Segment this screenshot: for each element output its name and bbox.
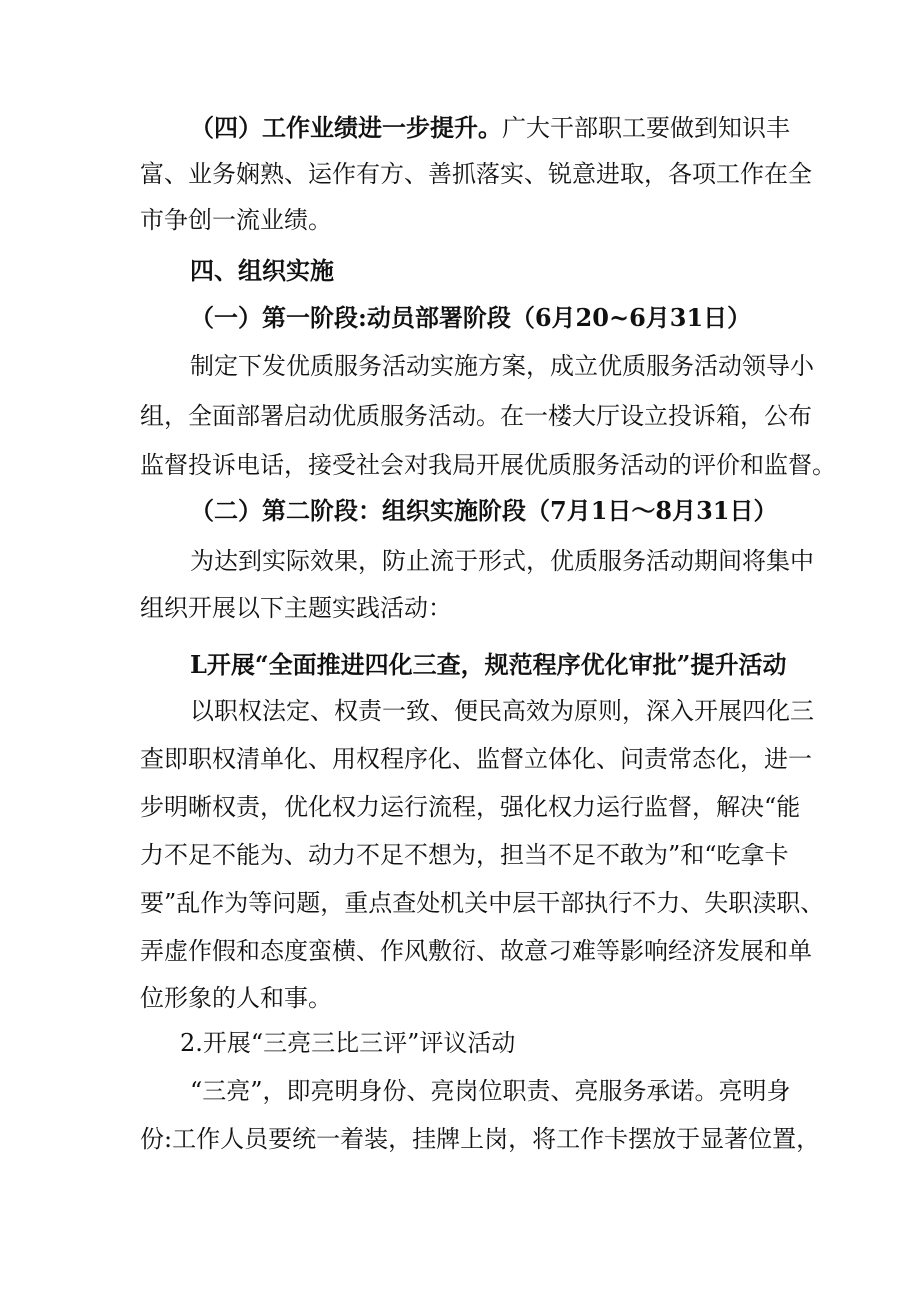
item-heading: 2.开展“三亮三比三评”评议活动 — [180, 1029, 516, 1057]
paragraph-line: 要”乱作为等问题，重点查处机关中层干部执行不力、失职渎职、 — [140, 889, 825, 917]
section-heading: 四、组织实施 — [190, 256, 334, 285]
paragraph-line: 以职权法定、权责一致、便民高效为原则，深入开展四化三 — [190, 697, 814, 725]
paragraph-text: 广大干部职工要做到知识丰 — [502, 114, 790, 142]
paragraph-line: 弄虚作假和态度蛮横、作风敷衍、故意刁难等影响经济发展和单 — [140, 937, 812, 965]
paragraph-line: 富、业务娴熟、运作有方、善抓落实、锐意进取，各项工作在全 — [140, 160, 812, 188]
section-heading: （四）工作业绩进一步提升。 — [190, 113, 502, 142]
stage-heading: （一）第一阶段:动员部署阶段（6月20~6月31日） — [190, 303, 752, 332]
paragraph-line: “三亮”，即亮明身份、亮岗位职责、亮服务承诺。亮明身 — [190, 1077, 791, 1105]
paragraph-line: 监督投诉电话，接受社会对我局开展优质服务活动的评价和监督。 — [140, 451, 836, 479]
item-heading: L开展“全面推进四化三查，规范程序优化审批”提升活动 — [190, 650, 787, 679]
paragraph-line: 份:工作人员要统一着装，挂牌上岗，将工作卡摆放于显著位置， — [140, 1125, 821, 1153]
paragraph-line: 组织开展以下主题实践活动： — [140, 594, 452, 622]
paragraph-line: 市争创一流业绩。 — [140, 206, 332, 234]
paragraph-line: 查即职权清单化、用权程序化、监督立体化、问责常态化，进一 — [140, 745, 812, 773]
paragraph-line: 位形象的人和事。 — [140, 984, 332, 1012]
paragraph-line: 制定下发优质服务活动实施方案，成立优质服务活动领导小 — [190, 352, 814, 380]
paragraph-line: 组，全面部署启动优质服务活动。在一楼大厅设立投诉箱，公布 — [140, 402, 812, 430]
paragraph-line: 步明晰权责，优化权力运行流程，强化权力运行监督，解决“能 — [140, 793, 801, 821]
paragraph-line: 力不足不能为、动力不足不想为，担当不足不敢为”和“吃拿卡 — [140, 841, 789, 869]
paragraph-line: 为达到实际效果，防止流于形式，优质服务活动期间将集中 — [190, 547, 814, 575]
paragraph-line — [190, 110, 790, 146]
stage-heading: （二）第二阶段：组织实施阶段（7月1日～8月31日） — [190, 496, 778, 525]
